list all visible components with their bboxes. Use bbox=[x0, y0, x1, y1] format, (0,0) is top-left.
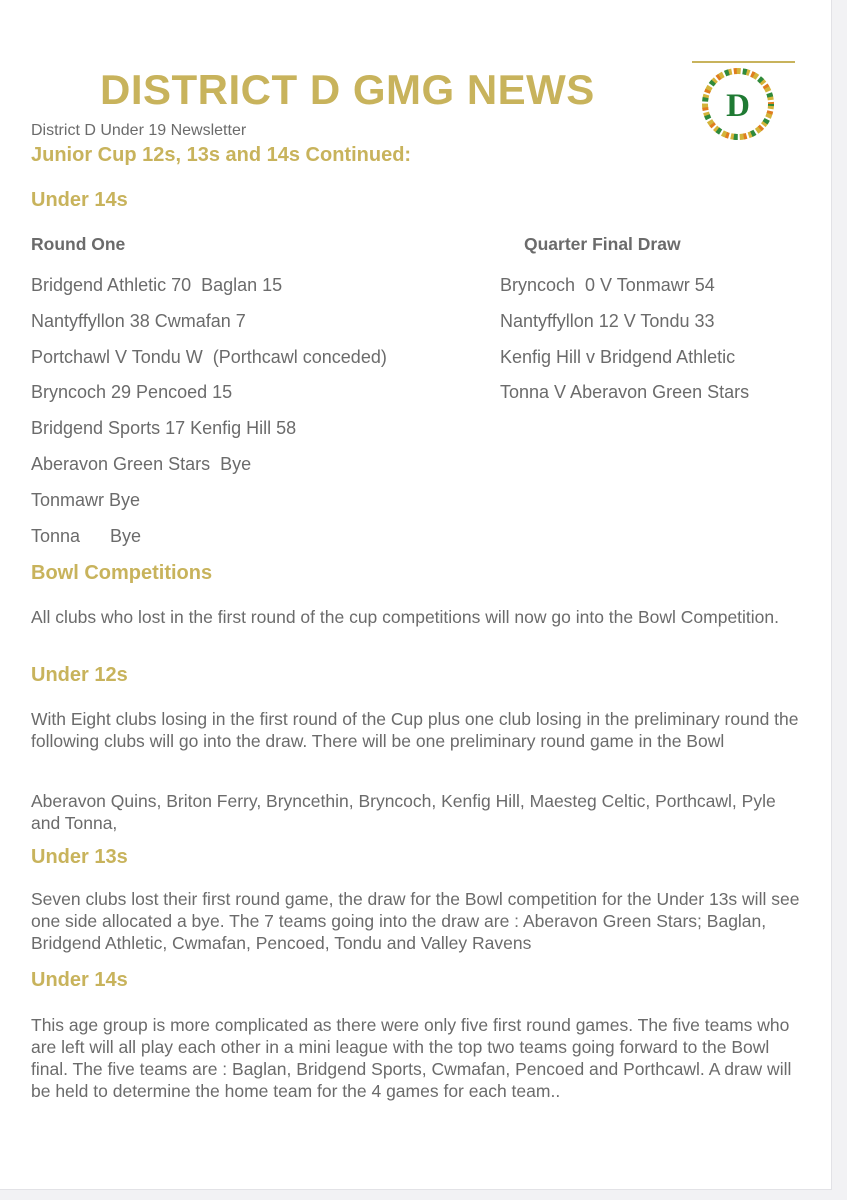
round-one-results bbox=[31, 272, 387, 558]
round-one-title: Round One bbox=[31, 234, 126, 254]
under-14s-paragraph: This age group is more complicated as there were only five first round games. The five teams who are left will all play each other in a mini league with the top two teams going forward to the Bowl final. The five teams are : Baglan, Bridgend Sports, Cwmafan, Pencoed and Porthcawl. A draw will be held to determine the home team for the 4 games for each team.. bbox=[31, 1015, 792, 1101]
heading-bowl-competitions: Bowl Competitions bbox=[31, 562, 213, 584]
under-12s-paragraph: With Eight clubs losing in the first round of the Cup plus one club losing in the preliminary round the following clubs will go into the draw. There will be one preliminary round game in the Bowl bbox=[31, 709, 799, 751]
under-12s-clubs: Aberavon Quins, Briton Ferry, Bryncethin, Bryncoch, Kenfig Hill, Maesteg Celtic, Porthcawl, Pyle and Tonna, bbox=[31, 791, 776, 833]
list-item: Bridgend Sports 17 Kenfig Hill 58 bbox=[31, 418, 297, 439]
logo-emblem-icon bbox=[698, 64, 778, 144]
list-item: Bridgend Athletic 70 Baglan 15 bbox=[31, 275, 283, 295]
list-item: Nantyffyllon 12 V Tondu 33 bbox=[500, 310, 715, 331]
logo-divider bbox=[692, 61, 795, 63]
list-item: Bryncoch 0 V Tonmawr 54 bbox=[500, 275, 715, 295]
heading-under-13s: Under 13s bbox=[31, 846, 128, 868]
list-item: Aberavon Green Stars Bye bbox=[31, 453, 252, 474]
list-item: Portchawl V Tondu W (Porthcawl conceded) bbox=[31, 346, 387, 367]
masthead-title: DISTRICT D GMG NEWS bbox=[100, 66, 595, 113]
list-item: Tonna Bye bbox=[31, 525, 142, 546]
list-item: Nantyffyllon 38 Cwmafan 7 bbox=[31, 310, 246, 331]
list-item: Tonna V Aberavon Green Stars bbox=[500, 382, 750, 403]
quarter-final-fixtures bbox=[500, 272, 749, 415]
heading-under-14s-bowl: Under 14s bbox=[31, 969, 128, 991]
section-heading-junior-cup: Junior Cup 12s, 13s and 14s Continued: bbox=[31, 144, 412, 166]
list-item: Bryncoch 29 Pencoed 15 bbox=[31, 382, 233, 403]
logo-letter: D bbox=[726, 88, 750, 124]
list-item: Tonmawr Bye bbox=[31, 489, 141, 510]
list-item: Kenfig Hill v Bridgend Athletic bbox=[500, 346, 736, 367]
newsletter-subtitle: District D Under 19 Newsletter bbox=[31, 122, 247, 139]
under-13s-paragraph: Seven clubs lost their first round game, the draw for the Bowl competition for the Under 13s will see one side allocated a bye. The 7 teams going into the draw are : Aberavon Green Stars; Baglan, Bridgend Athletic, Cwmafan, Pencoed, Tondu and Valley Ravens bbox=[31, 889, 800, 953]
district-d-logo bbox=[698, 64, 778, 144]
bowl-intro-paragraph: All clubs who lost in the first round of the cup competitions will now go into the Bowl Competition. bbox=[31, 607, 780, 627]
quarter-final-title: Quarter Final Draw bbox=[524, 234, 681, 254]
heading-under-14s-cup: Under 14s bbox=[31, 189, 128, 211]
heading-under-12s: Under 12s bbox=[31, 664, 128, 686]
